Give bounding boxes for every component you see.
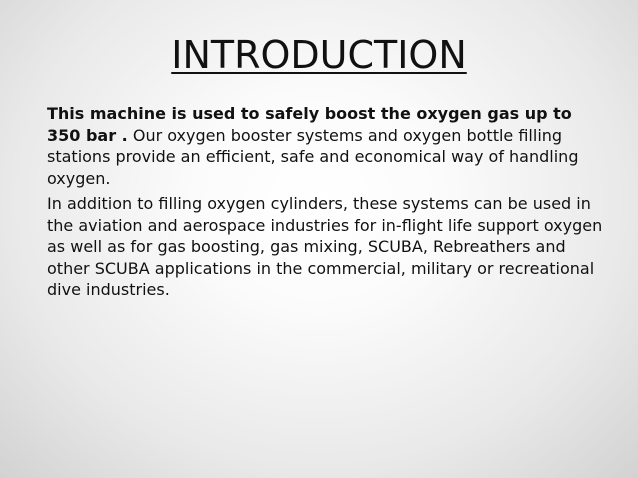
paragraph-1 [47,103,607,189]
paragraph-1-text: Our oxygen booster systems and oxygen bottle filling stations provide an efficient, safe and economical way of handling oxygen. [47,125,579,188]
slide-body [47,103,607,301]
paragraph-2 [47,193,607,301]
slide-title-text: INTRODUCTION [171,33,467,77]
slide-title [0,31,638,79]
paragraph-2-text: In addition to filling oxygen cylinders, these systems can be used in the aviation and aerospace industries for in-flight life support oxygen as well as for gas boosting, gas mixing, SCUBA, Rebreathers and other SCUBA applications in the commercial, military or recreational dive industries. [47,194,603,299]
paragraph-1-bold-text: This machine is used to safely boost the oxygen gas up to 350 bar . [47,104,572,145]
